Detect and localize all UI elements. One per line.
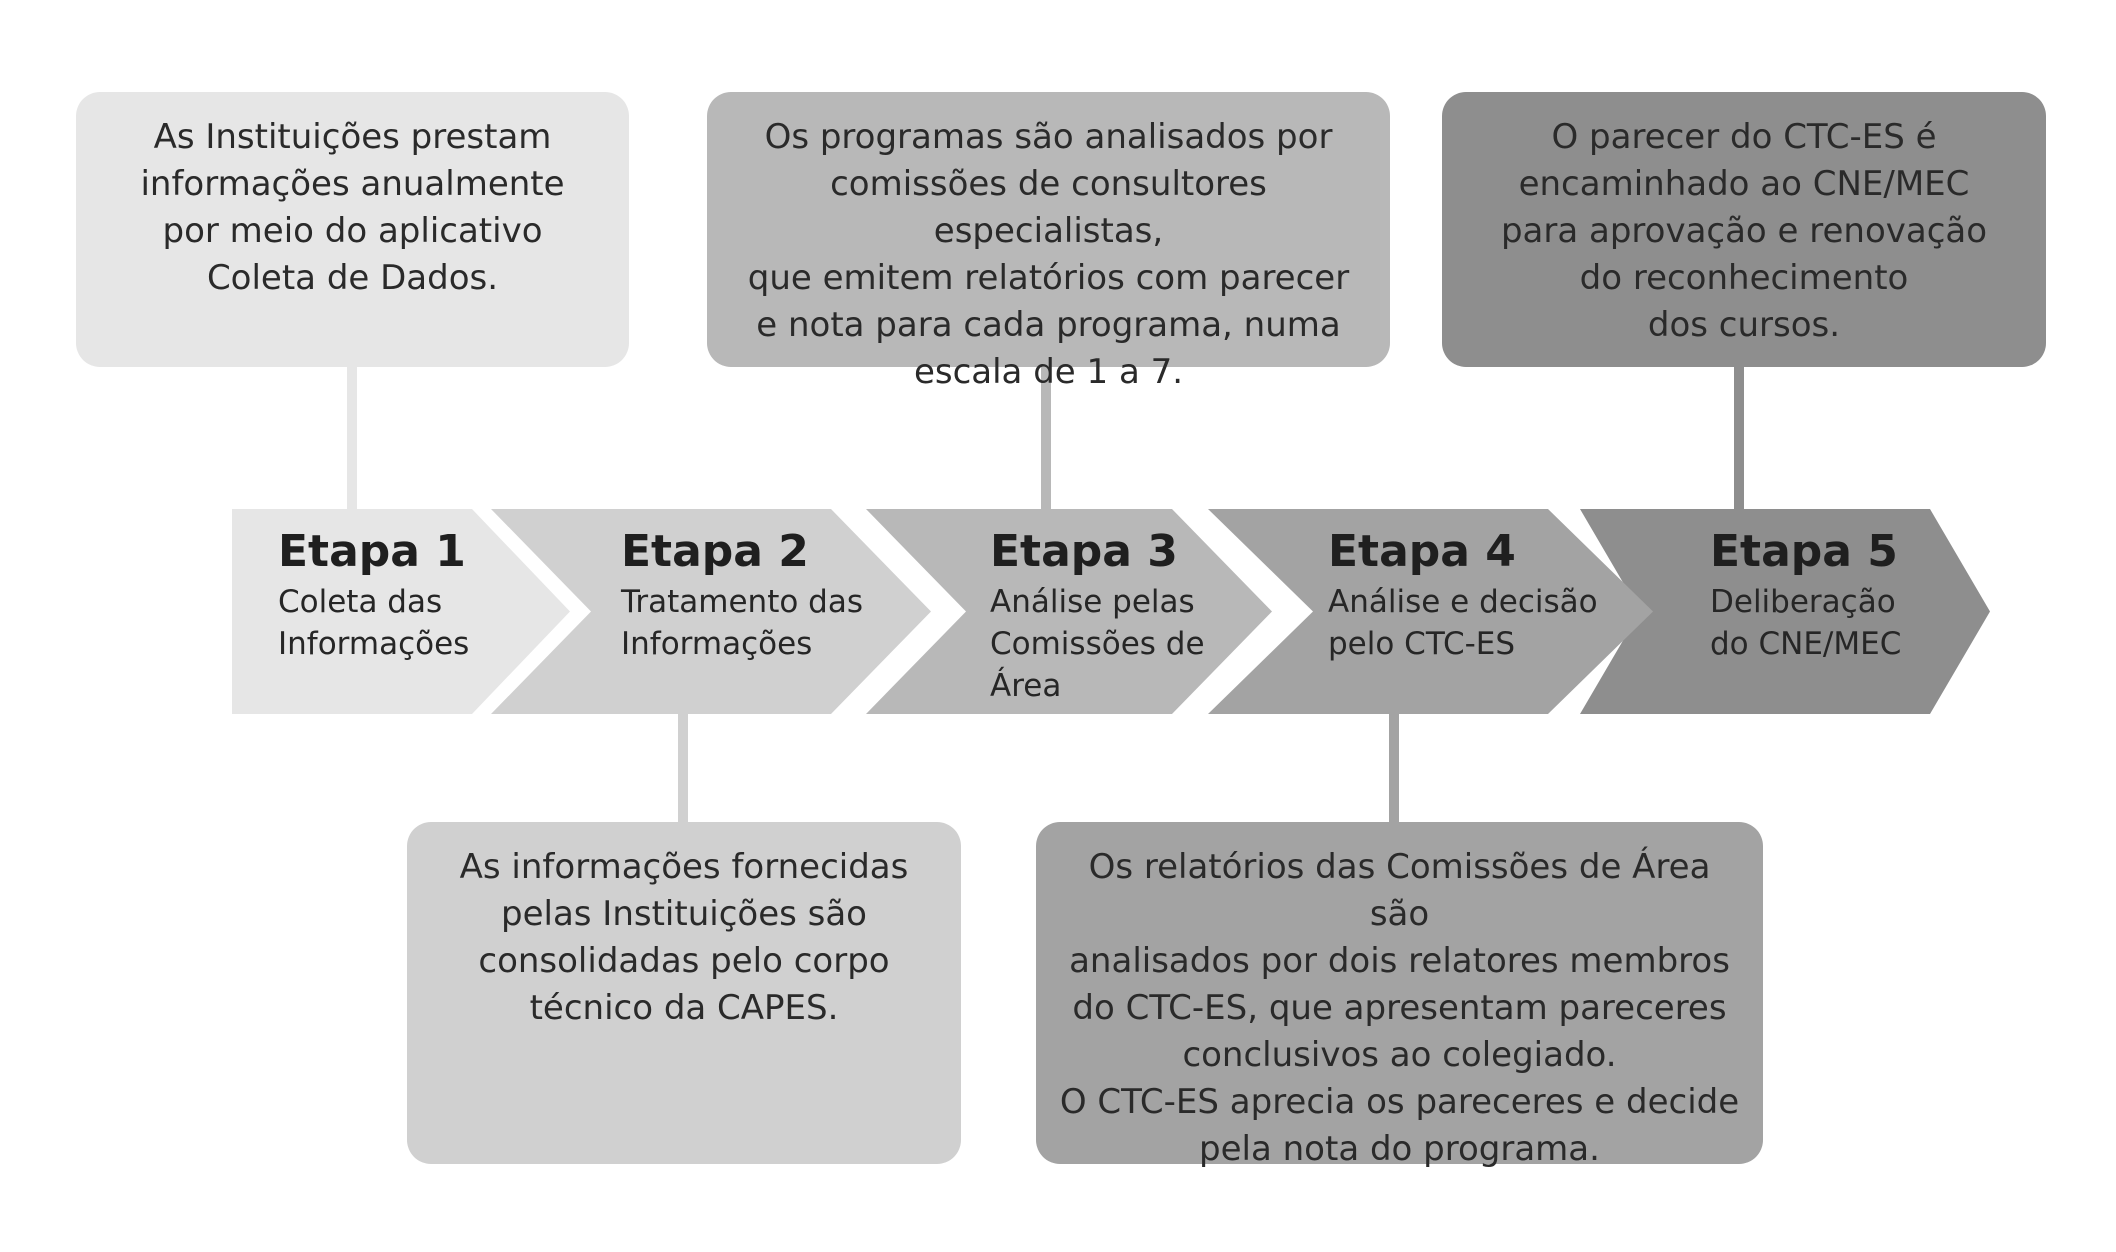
note-text-step3: Os programas são analisados por comissões de consultores especialistas, que emitem relatórios com parecer e nota para cada programa, numa escala de 1 a 7. [747,117,1350,392]
connector-step4 [1389,712,1399,822]
step-title-4: Etapa 4 [1328,526,1516,577]
connector-step2 [678,712,688,822]
chevron-step1 [232,509,570,714]
step-title-3: Etapa 3 [990,526,1178,577]
note-text-step1: As Instituições prestam informações anualmente por meio do aplicativo Coleta de Dados. [140,117,565,298]
note-box-step4 [1036,822,1763,1169]
note-text-step4: Os relatórios das Comissões de Área são analisados por dois relatores membros do CTC-ES, que apresentam pareceres conclusivos ao colegiado. O CTC-ES aprecia os pareceres e decide pela nota do programa. [1059,847,1740,1169]
step-title-2: Etapa 2 [621,526,809,577]
step-title-1: Etapa 1 [278,526,466,577]
step-description-1: Coleta das Informações [278,584,470,662]
chevron-text-step5 [1710,523,1901,665]
connector-step1 [347,365,357,511]
step-description-4: Análise e decisão pelo CTC-ES [1328,584,1598,662]
step-description-3: Análise pelas Comissões de Área [990,584,1205,704]
chevron-text-step2 [621,523,863,665]
step-description-5: Deliberação do CNE/MEC [1710,584,1902,662]
note-text-step5: O parecer do CTC-ES é encaminhado ao CNE/MEC para aprovação e renovação do reconhecimento dos cursos. [1500,117,1988,345]
chevron-text-step1 [278,523,469,665]
step-title-5: Etapa 5 [1710,526,1898,577]
note-box-step1 [76,92,629,367]
note-box-step3 [707,92,1390,392]
chevron-text-step4 [1328,523,1598,665]
note-box-step5 [1442,92,2046,367]
connector-step5 [1734,365,1744,511]
note-box-step2 [407,822,961,1164]
step-description-2: Tratamento das Informações [621,584,863,662]
chevron-text-step3 [990,523,1205,707]
chevron-step4 [1208,509,1653,714]
note-text-step2: As informações fornecidas pelas Instituições são consolidadas pelo corpo técnico da CAPES. [459,847,909,1028]
